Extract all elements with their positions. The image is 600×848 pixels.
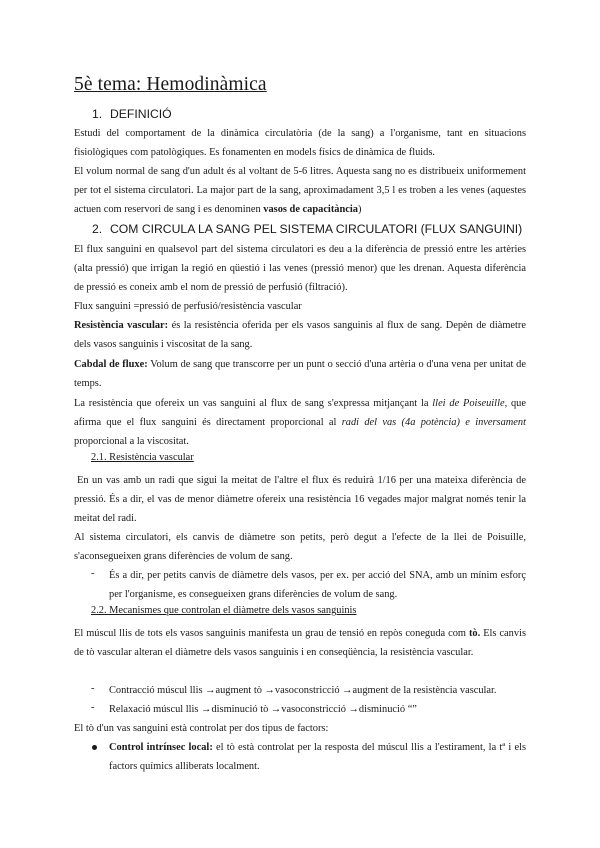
- dash-marker: -: [91, 683, 95, 694]
- italic-term: radi del vas (4a potència) e inversament: [341, 417, 526, 429]
- flux-paragraph: El flux sanguini en qualsevol part del sistema circulatori es deu a la diferència de pressió entre les artèries (alta pressió) que irrigan la regió en qüestió i las venes (pressió menor) que les drenan. Aquesta diferència de pressió es coneix amb el nom de pressió de perfusió (filtració).: [74, 244, 526, 294]
- resistance-paragraph-1: En un vas amb un radi que sigui la meitat de l'altre el flux és reduirà 1/16 per una mateixa diferència de pressió. És a dir, el vas de menor diàmetre ofereix una resistència 16 vegades major malgrat només tenir la meitat del radi.: [74, 475, 526, 525]
- italic-term: llei de Poiseuille,: [432, 398, 508, 409]
- section-label: DEFINICIÓ: [110, 107, 172, 121]
- bold-term: Cabdal de fluxe:: [74, 359, 148, 370]
- section-label: COM CIRCULA LA SANG PEL SISTEMA CIRCULATORI (FLUX SANGUINI): [110, 222, 523, 236]
- page-title: 5è tema: Hemodinàmica: [74, 74, 267, 95]
- dash-marker: -: [91, 568, 95, 579]
- subsection-title-2-1: 2.1. Resistència vascular: [91, 452, 194, 463]
- section-heading-2: [92, 222, 522, 236]
- bold-term: vasos de capacitància: [263, 204, 358, 216]
- list-item: Control intrínsec local: el tò està controlat per la resposta del múscul llis a l'estirament, la tª i els factors químics alliberats localment.: [109, 742, 526, 773]
- section-number: 2.: [92, 222, 103, 236]
- bold-term: tò.: [468, 628, 481, 639]
- bold-term: Control intrínsec local:: [109, 742, 213, 753]
- factors-paragraph: El tò d'un vas sanguini està controlat per dos tipus de factors:: [74, 723, 329, 734]
- mechanisms-paragraph: El múscul llis de tots els vasos sanguinis manifesta un grau de tensió en repòs coneguda com tò. Els canvis de tò vascular alteran el diàmetre dels vasos sanguinis i en conseqüència, la resistència vascular.: [74, 628, 526, 659]
- bold-term: Resistència vascular:: [74, 320, 169, 331]
- subsection-title-2-2: 2.2. Mecanismes que controlan el diàmetre dels vasos sanguinis: [91, 605, 357, 616]
- resistance-definition: Resistència vascular: és la resistència oferida per els vasos sanguinis al flux de sang. Depèn de diàmetre dels vasos sanguinis i viscositat de la sang.: [74, 320, 526, 351]
- section-heading-1: [92, 107, 172, 121]
- flow-definition: Cabdal de fluxe: Volum de sang que transcorre per un punt o secció d'una artèria o d'una vena per unitat de temps.: [74, 359, 526, 390]
- resistance-paragraph-2: Al sistema circulatori, els canvis de diàmetre son petits, però degut a l'efecte de la llei de Poisuille, s'aconsegueixen grans diferències de volum de sang.: [74, 532, 526, 563]
- poiseuille-paragraph: La resistència que ofereix un vas sanguini al flux de sang s'expressa mitjançant la llei de Poiseuille, que afirma que el flux sanguini és directament proporcional al radi del vas (4a potència) e inversament proporcional a la viscositat.: [74, 398, 526, 448]
- list-item: És a dir, per petits canvis de diàmetre dels vasos, per ex. per acció del SNA, amb un mínim esforç per l'organisme, es consegueixen grans diferències de volum de sang.: [109, 570, 526, 601]
- definition-paragraph-1: Estudi del comportament de la dinàmica circulatòria (de la sang) a l'organisme, tant en situacions fisiològiques com patològiques. Es fonamenten en models físics de dinàmica de fluids.: [74, 128, 526, 159]
- definition-paragraph-2: El volum normal de sang d'un adult és al voltant de 5-6 litres. Aquesta sang no es distribueix uniformement per tot el sistema circulatori. La major part de la sang, aproximadament 3,5 l es troben a les venes (aquestes actuen com reservori de sang i es denominen vasos de capacitància): [74, 166, 526, 216]
- flux-formula: Flux sanguini =pressió de perfusió/resistència vascular: [74, 301, 302, 312]
- bullet-icon: [92, 745, 97, 750]
- dash-marker: -: [91, 702, 95, 713]
- section-number: 1.: [92, 107, 103, 121]
- list-item: Contracció múscul llis →augment tò →vasoconstricció →augment de la resistència vascular.: [109, 685, 497, 696]
- list-item: Relaxació múscul llis →disminució tò →vasoconstricció →disminució “”: [109, 704, 417, 715]
